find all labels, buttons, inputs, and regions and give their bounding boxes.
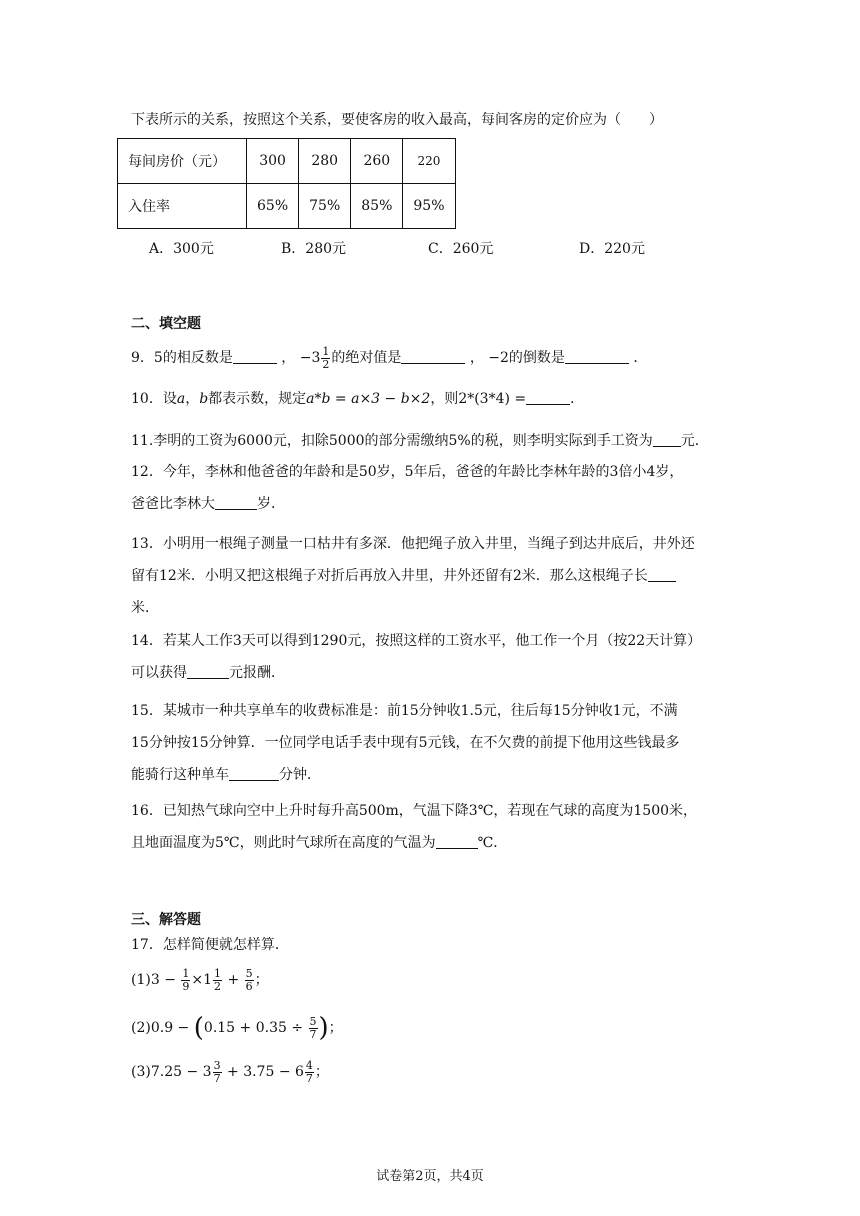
table-cell: 入住率 <box>118 184 247 229</box>
q10-expression: 2*(3*4) = <box>458 391 527 407</box>
question-12-line-2 <box>131 494 285 514</box>
q10-text: 10．设 <box>131 391 177 407</box>
table-cell: 280 <box>299 139 351 184</box>
question-17-title: 17．怎样简便就怎样算． <box>131 937 289 953</box>
question-10 <box>131 389 584 409</box>
question-15-line-2: 15分钟按15分钟算．一位同学电话手表中现有5元钱，在不欠费的前提下他用这些钱最多 <box>131 735 680 751</box>
math-text: 7.25 − 3 <box>150 1064 212 1080</box>
math-text: ； <box>314 1064 329 1080</box>
fraction-denominator: 6 <box>245 979 253 993</box>
answer-blank[interactable] <box>233 349 277 364</box>
math-text: 0.15 + 0.35 ÷ <box>203 1020 304 1036</box>
option-b[interactable]: B．280元 <box>281 241 347 257</box>
fraction-numerator: 5 <box>309 1014 317 1028</box>
q12-text: 岁． <box>257 496 285 512</box>
q13-text: 留有12米．小明又把这根绳子对折后再放入井里，井外还留有2米．那么这根绳子长 <box>131 568 648 584</box>
table-cell: 220 <box>403 139 455 184</box>
question-11 <box>131 431 709 451</box>
q9-text: ， <box>469 350 484 366</box>
q9-text: ． <box>633 350 648 366</box>
fraction <box>305 1060 314 1085</box>
q16-text: ℃． <box>477 835 508 851</box>
question-13-line-2 <box>131 566 676 586</box>
fraction-numerator: 3 <box>213 1058 221 1072</box>
math-text: ×1 <box>191 972 213 988</box>
left-paren: ( <box>193 1013 204 1043</box>
fraction <box>309 1016 318 1041</box>
math-text: + 3.75 − 6 <box>227 1064 304 1080</box>
fraction <box>213 968 222 993</box>
right-paren: ) <box>318 1013 329 1043</box>
table-cell: 95% <box>403 184 455 229</box>
q15-text: 能骑行这种单车 <box>131 767 229 783</box>
table-row <box>118 139 456 184</box>
table-cell: 每间房价（元） <box>118 139 247 184</box>
fraction-denominator: 7 <box>309 1027 317 1041</box>
answer-blank[interactable] <box>215 495 257 510</box>
question-12-line-1: 12．今年，李林和他爸爸的年龄和是50岁，5年后，爸爸的年龄比李林年龄的3倍小4岁， <box>131 464 684 480</box>
q11-text: 11.李明的工资为6000元，扣除5000的部分需缴纳5%的税，则李明实际到手工资为 <box>131 433 653 449</box>
table-cell: 260 <box>351 139 403 184</box>
fraction-numerator: 1 <box>214 966 222 980</box>
q9-mixed-number-whole: −3 <box>299 350 321 366</box>
q10-text: ． <box>570 391 585 407</box>
answer-blank[interactable] <box>648 567 676 582</box>
question-16-line-2 <box>131 833 507 853</box>
q10-text: ， <box>185 391 200 407</box>
table-cell: 65% <box>247 184 299 229</box>
answer-blank[interactable] <box>565 349 629 364</box>
fraction <box>181 968 190 993</box>
question-9 <box>131 344 647 372</box>
fraction-denominator: 9 <box>182 979 190 993</box>
part-label: (2) <box>131 1020 151 1036</box>
option-d[interactable]: D．220元 <box>579 241 645 257</box>
part-label: (1) <box>131 972 151 988</box>
answer-blank[interactable] <box>229 766 279 781</box>
q14-text: 可以获得 <box>131 665 187 681</box>
math-text: ； <box>328 1020 343 1036</box>
math-text: ； <box>254 972 269 988</box>
question-14-line-2 <box>131 663 285 683</box>
q12-text: 爸爸比李林大 <box>131 496 215 512</box>
page-footer: 试卷第2页，共4页 <box>376 1169 484 1184</box>
option-a[interactable]: A．300元 <box>149 241 214 257</box>
math-text: + <box>227 972 240 988</box>
section-title-fill-blank: 二、填空题 <box>131 316 201 332</box>
q9-text: ， <box>281 350 296 366</box>
variable-a: a <box>176 391 186 407</box>
table-cell: 300 <box>247 139 299 184</box>
q11-text: 元． <box>680 433 709 449</box>
question-13-line-3: 米． <box>131 600 159 616</box>
question-15-line-3 <box>131 765 321 785</box>
answer-blank[interactable] <box>187 664 229 679</box>
variable-b: b <box>199 391 209 407</box>
q14-text: 元报酬． <box>229 665 285 681</box>
q10-rule-formula: a*b = a×3 − b×2 <box>306 391 431 407</box>
fraction-numerator: 1 <box>182 966 190 980</box>
option-c[interactable]: C．260元 <box>428 241 494 257</box>
math-text: 3 − <box>150 972 176 988</box>
question-16-line-1: 16．已知热气球向空中上升时每升高500m，气温下降3℃，若现在气球的高度为1500米， <box>131 803 698 819</box>
q8-stem-tail: 下表所示的关系，按照这个关系，要使客房的收入最高，每间客房的定价应为（ ） <box>131 112 663 128</box>
q10-text: 都表示数，规定 <box>208 391 307 407</box>
fraction-denominator: 2 <box>322 357 330 371</box>
fraction-numerator: 5 <box>245 966 253 980</box>
question-17-part-1 <box>131 964 269 996</box>
table-row <box>118 184 456 229</box>
math-text: 0.9 − <box>150 1020 190 1036</box>
table-cell: 75% <box>299 184 351 229</box>
answer-blank[interactable] <box>526 390 570 405</box>
q9-text: −2的倒数是 <box>488 350 565 366</box>
answer-blank[interactable] <box>436 834 478 849</box>
fraction <box>213 1060 222 1085</box>
q15-text: 分钟． <box>279 767 321 783</box>
question-14-line-1: 14．若某人工作3天可以得到1290元，按照这样的工资水平，他工作一个月（按22天计算） <box>131 633 702 649</box>
q9-text: 9．5的相反数是 <box>131 350 233 366</box>
question-17-part-2 <box>131 1010 343 1046</box>
price-occupancy-table <box>117 138 456 229</box>
answer-blank[interactable] <box>401 349 465 364</box>
fraction-denominator: 2 <box>214 979 222 993</box>
fraction-numerator: 1 <box>322 344 330 358</box>
question-15-line-1: 15．某城市一种共享单车的收费标准是：前15分钟收1.5元，往后每15分钟收1元，不满 <box>131 703 678 719</box>
q16-text: 且地面温度为5℃，则此时气球所在高度的气温为 <box>131 835 436 851</box>
q10-text: ，则 <box>430 391 459 407</box>
fraction-denominator: 7 <box>213 1071 221 1085</box>
section-title-solve: 三、解答题 <box>131 912 201 928</box>
part-label: (3) <box>131 1064 151 1080</box>
fraction-numerator: 4 <box>305 1058 313 1072</box>
question-13-line-1: 13．小明用一根绳子测量一口枯井有多深．他把绳子放入井里，当绳子到达井底后，井外还 <box>131 536 695 552</box>
fraction <box>321 346 330 371</box>
fraction-denominator: 7 <box>305 1071 313 1085</box>
answer-blank[interactable] <box>653 432 681 447</box>
fraction <box>245 968 254 993</box>
table-cell: 85% <box>351 184 403 229</box>
q9-text: 的绝对值是 <box>331 350 402 366</box>
question-17-part-3 <box>131 1056 329 1088</box>
